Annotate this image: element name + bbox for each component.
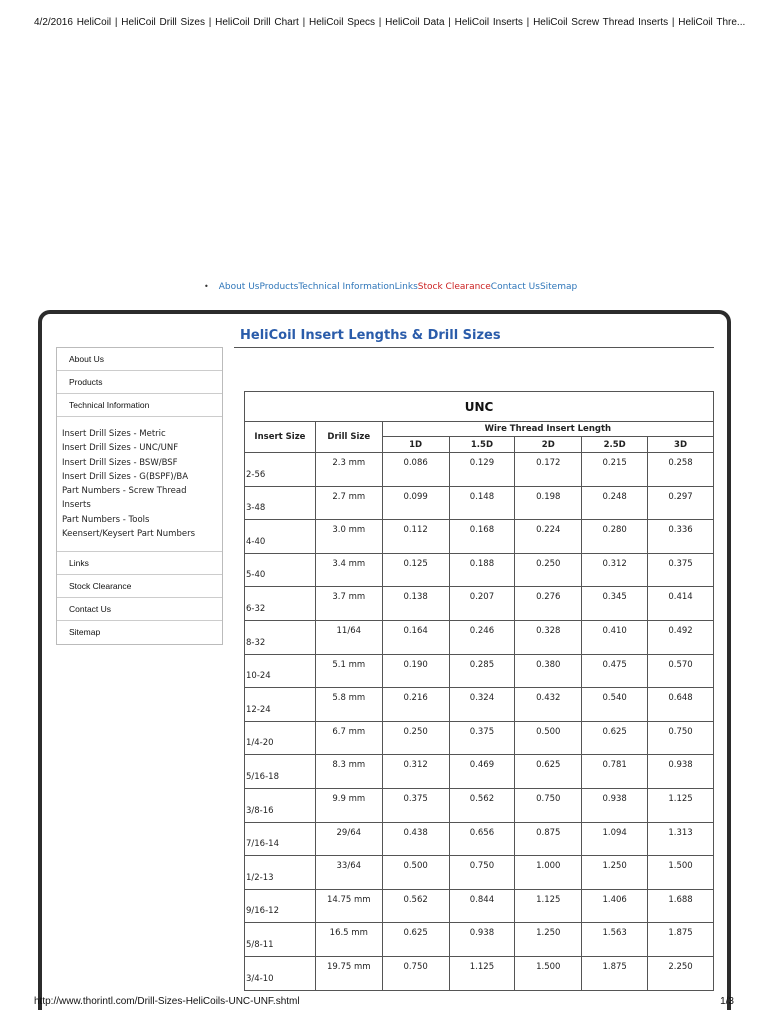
sidebar-item-technical-information[interactable]: Technical Information [57, 394, 222, 417]
insert-length-cell: 0.570 [648, 654, 714, 688]
insert-length-cell: 0.492 [648, 620, 714, 654]
insert-length-cell: 1.250 [582, 856, 648, 890]
insert-length-cell: 1.875 [648, 923, 714, 957]
insert-size-cell: 3/8-16 [245, 788, 316, 822]
insert-length-cell: 0.168 [449, 520, 515, 554]
insert-length-cell: 0.625 [582, 721, 648, 755]
insert-length-cell: 0.469 [449, 755, 515, 789]
insert-length-cell: 0.750 [648, 721, 714, 755]
insert-size-cell: 5/16-18 [245, 755, 316, 789]
topnav-stock-clearance[interactable]: Stock Clearance [417, 282, 491, 292]
insert-length-cell: 0.938 [648, 755, 714, 789]
insert-length-cell: 0.198 [515, 486, 582, 520]
insert-length-cell: 0.164 [382, 620, 449, 654]
insert-size-cell: 12-24 [245, 688, 316, 722]
drill-size-cell: 3.0 mm [315, 520, 382, 554]
drill-size-cell: 8.3 mm [315, 755, 382, 789]
insert-length-cell: 0.875 [515, 822, 582, 856]
top-navigation [204, 282, 577, 292]
insert-length-cell: 1.500 [648, 856, 714, 890]
insert-length-cell: 0.380 [515, 654, 582, 688]
insert-length-cell: 0.432 [515, 688, 582, 722]
drill-size-cell: 3.4 mm [315, 553, 382, 587]
sidebar-item-about-us[interactable]: About Us [57, 348, 222, 371]
insert-length-cell: 0.475 [582, 654, 648, 688]
insert-length-cell: 0.562 [382, 889, 449, 923]
unc-drill-size-table [244, 391, 714, 991]
sidebar-sub-part-numbers-tools[interactable]: Part Numbers - Tools [62, 514, 150, 525]
insert-length-cell: 1.313 [648, 822, 714, 856]
insert-length-cell: 0.280 [582, 520, 648, 554]
insert-length-cell: 0.086 [382, 453, 449, 487]
column-header-drill-size: Drill Size [315, 422, 382, 453]
title-divider [234, 347, 714, 348]
topnav-sitemap[interactable]: Sitemap [539, 282, 578, 292]
drill-size-cell: 16.5 mm [315, 923, 382, 957]
column-header-3d: 3D [648, 437, 714, 453]
insert-length-cell: 1.688 [648, 889, 714, 923]
drill-size-cell: 5.1 mm [315, 654, 382, 688]
sidebar-submenu [57, 417, 222, 552]
insert-length-cell: 0.562 [449, 788, 515, 822]
insert-size-cell: 1/2-13 [245, 856, 316, 890]
sidebar-sub-part-numbers-inserts[interactable]: Part Numbers - Screw Thread Inserts [62, 486, 187, 511]
insert-length-cell: 0.250 [382, 721, 449, 755]
insert-length-cell: 0.500 [515, 721, 582, 755]
print-page-number: 1/3 [720, 996, 734, 1007]
insert-length-cell: 0.276 [515, 587, 582, 621]
print-footer-url: http://www.thorintl.com/Drill-Sizes-HeliCoils-UNC-UNF.shtml [34, 996, 300, 1007]
insert-size-cell: 1/4-20 [245, 721, 316, 755]
topnav-technical-information[interactable]: Technical Information [298, 282, 395, 292]
insert-length-cell: 0.410 [582, 620, 648, 654]
drill-size-cell: 6.7 mm [315, 721, 382, 755]
drill-size-cell: 5.8 mm [315, 688, 382, 722]
insert-length-cell: 0.188 [449, 553, 515, 587]
insert-length-cell: 0.129 [449, 453, 515, 487]
sidebar-sub-keensert-keysert[interactable]: Keensert/Keysert Part Numbers [62, 529, 195, 540]
sidebar-item-stock-clearance[interactable]: Stock Clearance [57, 575, 222, 598]
insert-length-cell: 0.125 [382, 553, 449, 587]
table-row [245, 923, 714, 957]
insert-length-cell: 0.844 [449, 889, 515, 923]
insert-length-cell: 0.438 [382, 822, 449, 856]
insert-size-cell: 3-48 [245, 486, 316, 520]
insert-length-cell: 0.297 [648, 486, 714, 520]
table-row [245, 486, 714, 520]
insert-length-cell: 0.207 [449, 587, 515, 621]
insert-length-cell: 0.375 [449, 721, 515, 755]
table-row [245, 788, 714, 822]
sidebar-sub-drill-unc-unf[interactable]: Insert Drill Sizes - UNC/UNF [62, 443, 179, 454]
insert-length-cell: 0.938 [582, 788, 648, 822]
insert-length-cell: 0.648 [648, 688, 714, 722]
insert-length-cell: 1.094 [582, 822, 648, 856]
insert-length-cell: 0.625 [515, 755, 582, 789]
drill-size-cell: 29/64 [315, 822, 382, 856]
table-row [245, 553, 714, 587]
table-row [245, 654, 714, 688]
insert-length-cell: 0.148 [449, 486, 515, 520]
insert-size-cell: 6-32 [245, 587, 316, 621]
insert-length-cell: 0.500 [382, 856, 449, 890]
insert-size-cell: 4-40 [245, 520, 316, 554]
insert-length-cell: 0.938 [449, 923, 515, 957]
insert-length-cell: 0.112 [382, 520, 449, 554]
table-row [245, 520, 714, 554]
topnav-products[interactable]: Products [259, 282, 299, 292]
table-row [245, 688, 714, 722]
insert-length-cell: 0.216 [382, 688, 449, 722]
insert-length-cell: 0.138 [382, 587, 449, 621]
print-header: 4/2/2016 HeliCoil | HeliCoil Drill Sizes | HeliCoil Drill Chart | HeliCoil Specs | HeliCoil Data | HeliCoil Inserts | HeliCoil Screw Thread Inserts | HeliCoil Thre... [34, 17, 746, 28]
column-header-insert-size: Insert Size [245, 422, 316, 453]
insert-length-cell: 0.750 [515, 788, 582, 822]
sidebar-item-sitemap[interactable]: Sitemap [69, 627, 101, 638]
column-header-1-5d: 1.5D [449, 437, 515, 453]
insert-length-cell: 0.099 [382, 486, 449, 520]
table-body [245, 453, 714, 991]
drill-size-cell: 2.7 mm [315, 486, 382, 520]
insert-length-cell: 0.781 [582, 755, 648, 789]
insert-length-cell: 0.345 [582, 587, 648, 621]
table-row [245, 587, 714, 621]
insert-length-cell: 0.324 [449, 688, 515, 722]
insert-length-cell: 0.312 [382, 755, 449, 789]
insert-length-cell: 0.285 [449, 654, 515, 688]
table-row [245, 755, 714, 789]
table-title: UNC [245, 392, 714, 422]
insert-length-cell: 0.375 [382, 788, 449, 822]
insert-length-cell: 1.500 [515, 956, 582, 990]
column-group-header: Wire Thread Insert Length [382, 422, 713, 437]
table-row [245, 822, 714, 856]
drill-size-cell: 2.3 mm [315, 453, 382, 487]
table-row [245, 889, 714, 923]
insert-length-cell: 0.246 [449, 620, 515, 654]
insert-length-cell: 0.625 [382, 923, 449, 957]
insert-length-cell: 0.172 [515, 453, 582, 487]
sidebar-item-products[interactable]: Products [57, 371, 222, 394]
sidebar-item-contact-us[interactable]: Contact Us [57, 598, 222, 621]
topnav-about-us[interactable]: About Us [218, 282, 260, 292]
insert-length-cell: 0.375 [648, 553, 714, 587]
insert-length-cell: 0.656 [449, 822, 515, 856]
table-row [245, 453, 714, 487]
insert-size-cell: 9/16-12 [245, 889, 316, 923]
table-row [245, 721, 714, 755]
insert-length-cell: 1.000 [515, 856, 582, 890]
insert-length-cell: 1.563 [582, 923, 648, 957]
topnav-links[interactable]: Links [394, 282, 418, 292]
drill-size-cell: 19.75 mm [315, 956, 382, 990]
column-header-1d: 1D [382, 437, 449, 453]
insert-length-cell: 0.224 [515, 520, 582, 554]
sidebar-sub-drill-gbspf-ba[interactable]: Insert Drill Sizes - G(BSPF)/BA [62, 471, 189, 482]
drill-size-cell: 9.9 mm [315, 788, 382, 822]
insert-length-cell: 2.250 [648, 956, 714, 990]
table-row [245, 956, 714, 990]
insert-length-cell: 0.250 [515, 553, 582, 587]
table-row [245, 620, 714, 654]
insert-length-cell: 0.328 [515, 620, 582, 654]
insert-length-cell: 0.190 [382, 654, 449, 688]
insert-length-cell: 0.248 [582, 486, 648, 520]
sidebar [56, 347, 223, 645]
bullet-icon: • [204, 282, 209, 291]
insert-length-cell: 1.875 [582, 956, 648, 990]
insert-length-cell: 1.125 [515, 889, 582, 923]
insert-length-cell: 0.414 [648, 587, 714, 621]
drill-size-cell: 11/64 [315, 620, 382, 654]
insert-length-cell: 0.312 [582, 553, 648, 587]
insert-size-cell: 5/8-11 [245, 923, 316, 957]
insert-size-cell: 7/16-14 [245, 822, 316, 856]
insert-length-cell: 0.258 [648, 453, 714, 487]
insert-length-cell: 0.750 [449, 856, 515, 890]
insert-size-cell: 5-40 [245, 553, 316, 587]
topnav-contact-us[interactable]: Contact Us [490, 282, 540, 292]
insert-size-cell: 10-24 [245, 654, 316, 688]
insert-length-cell: 0.336 [648, 520, 714, 554]
insert-length-cell: 1.125 [648, 788, 714, 822]
insert-length-cell: 1.250 [515, 923, 582, 957]
sidebar-sub-drill-bsw-bsf[interactable]: Insert Drill Sizes - BSW/BSF [62, 457, 178, 468]
drill-size-cell: 14.75 mm [315, 889, 382, 923]
insert-length-cell: 0.540 [582, 688, 648, 722]
drill-size-cell: 33/64 [315, 856, 382, 890]
insert-length-cell: 0.750 [382, 956, 449, 990]
insert-length-cell: 1.125 [449, 956, 515, 990]
insert-size-cell: 2-56 [245, 453, 316, 487]
insert-length-cell: 1.406 [582, 889, 648, 923]
sidebar-sub-drill-metric[interactable]: Insert Drill Sizes - Metric [62, 429, 166, 439]
insert-size-cell: 3/4-10 [245, 956, 316, 990]
page-title: HeliCoil Insert Lengths & Drill Sizes [240, 328, 501, 343]
insert-size-cell: 8-32 [245, 620, 316, 654]
column-header-2d: 2D [515, 437, 582, 453]
table-row [245, 856, 714, 890]
column-header-2-5d: 2.5D [582, 437, 648, 453]
insert-length-cell: 0.215 [582, 453, 648, 487]
drill-size-cell: 3.7 mm [315, 587, 382, 621]
sidebar-item-links[interactable]: Links [57, 552, 222, 575]
